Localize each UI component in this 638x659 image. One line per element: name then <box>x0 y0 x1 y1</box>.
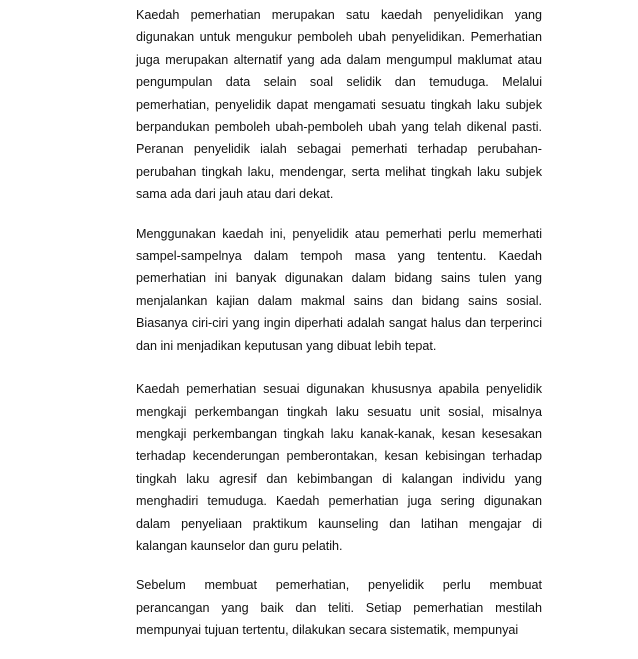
paragraph-1: Kaedah pemerhatian merupakan satu kaedah penyelidikan yang digunakan untuk mengukur pemboleh ubah penyelidikan. Pemerhatian juga merupakan alternatif yang ada dalam mengumpul maklumat atau pengumpulan data selain soal selidik dan temuduga. Melalui pemerhatian, penyelidik dapat mengamati sesuatu tingkah laku subjek berpandukan pemboleh ubah-pemboleh ubah yang telah dikenal pasti. Peranan penyelidik ialah sebagai pemerhati terhadap perubahan-perubahan tingkah laku, mendengar, serta melihat tingkah laku subjek sama ada dari jauh atau dari dekat. <box>136 8 542 202</box>
body-text <box>136 4 542 659</box>
paragraph-4: Sebelum membuat pemerhatian, penyelidik perlu membuat perancangan yang baik dan teliti. Setiap pemerhatian mestilah mempunyai tujuan tertentu, dilakukan secara sistematik, mempunyai <box>136 578 542 638</box>
paragraph-2: Menggunakan kaedah ini, penyelidik atau pemerhati perlu memerhati sampel-sampelnya dalam tempoh masa yang tententu. Kaedah pemerhatian ini banyak digunakan dalam bidang sains tulen yang menjalankan kajian dalam makmal sains dan bidang sains sosial. Biasanya ciri-ciri yang ingin diperhati adalah sangat halus dan terperinci dan ini menjadikan keputusan yang dibuat lebih tepat. <box>136 226 542 353</box>
paragraph-3: Kaedah pemerhatian sesuai digunakan khususnya apabila penyelidik mengkaji perkembangan tingkah laku sesuatu unit sosial, misalnya mengkaji perkembangan tingkah laku kanak-kanak, kesan kesesakan terhadap kecenderungan pemberontakan, kesan kebisingan terhadap tingkah laku agresif dan kebimbangan di kalangan individu yang menghadiri temuduga. Kaedah pemerhatian juga sering digunakan dalam penyeliaan praktikum kaunseling dan latihan mengajar di kalangan kaunselor dan guru pelatih. <box>136 382 542 553</box>
